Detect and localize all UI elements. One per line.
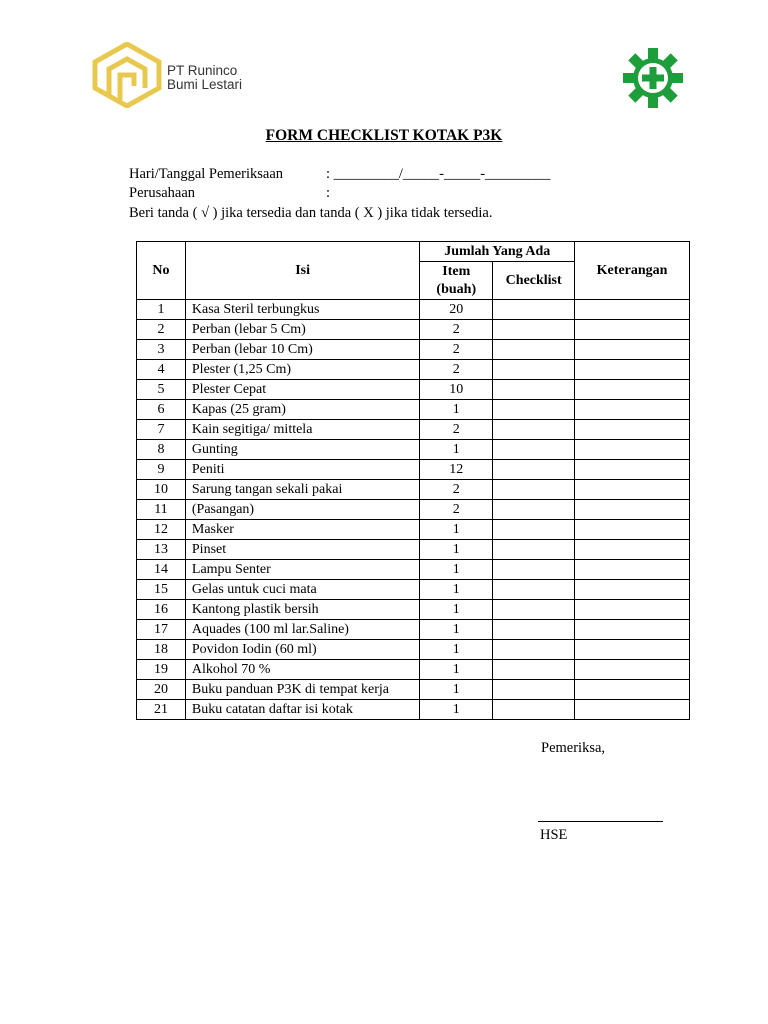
row-keterangan-cell[interactable] — [575, 520, 690, 540]
row-item-count: 2 — [420, 340, 493, 360]
row-no: 20 — [137, 680, 186, 700]
table-row — [137, 420, 690, 440]
instruction-text: Beri tanda ( √ ) jika tersedia dan tanda ( X ) jika tidak tersedia. — [129, 205, 493, 221]
table-row — [137, 360, 690, 380]
row-keterangan-cell[interactable] — [575, 620, 690, 640]
signature-line — [538, 821, 663, 822]
row-isi: Kasa Steril terbungkus — [185, 300, 419, 320]
row-checklist-cell[interactable] — [493, 700, 575, 720]
row-keterangan-cell[interactable] — [575, 300, 690, 320]
row-no: 4 — [137, 360, 186, 380]
signature-role: HSE — [540, 827, 568, 843]
row-isi: Kantong plastik bersih — [185, 600, 419, 620]
row-item-count: 1 — [420, 560, 493, 580]
header-keterangan: Keterangan — [575, 242, 690, 300]
row-keterangan-cell[interactable] — [575, 580, 690, 600]
row-checklist-cell[interactable] — [493, 440, 575, 460]
row-item-count: 1 — [420, 520, 493, 540]
row-isi: Aquades (100 ml lar.Saline) — [185, 620, 419, 640]
row-checklist-cell[interactable] — [493, 640, 575, 660]
row-isi: Peniti — [185, 460, 419, 480]
table-row — [137, 540, 690, 560]
row-no: 18 — [137, 640, 186, 660]
row-checklist-cell[interactable] — [493, 600, 575, 620]
row-isi: Povidon Iodin (60 ml) — [185, 640, 419, 660]
row-keterangan-cell[interactable] — [575, 700, 690, 720]
row-keterangan-cell[interactable] — [575, 400, 690, 420]
row-no: 3 — [137, 340, 186, 360]
row-item-count: 2 — [420, 420, 493, 440]
row-isi: Kain segitiga/ mittela — [185, 420, 419, 440]
row-no: 1 — [137, 300, 186, 320]
row-checklist-cell[interactable] — [493, 400, 575, 420]
row-isi: Lampu Senter — [185, 560, 419, 580]
row-no: 21 — [137, 700, 186, 720]
row-keterangan-cell[interactable] — [575, 640, 690, 660]
row-no: 7 — [137, 420, 186, 440]
date-label: Hari/Tanggal Pemeriksaan — [129, 166, 283, 182]
row-item-count: 1 — [420, 640, 493, 660]
header-checklist: Checklist — [493, 262, 575, 300]
row-isi: Sarung tangan sekali pakai — [185, 480, 419, 500]
row-isi: Perban (lebar 5 Cm) — [185, 320, 419, 340]
row-checklist-cell[interactable] — [493, 480, 575, 500]
row-checklist-cell[interactable] — [493, 320, 575, 340]
row-keterangan-cell[interactable] — [575, 420, 690, 440]
table-row — [137, 620, 690, 640]
table-row — [137, 580, 690, 600]
checklist-table — [136, 241, 690, 720]
row-item-count: 1 — [420, 440, 493, 460]
row-checklist-cell[interactable] — [493, 420, 575, 440]
table-row — [137, 440, 690, 460]
row-isi: Gunting — [185, 440, 419, 460]
header-no: No — [137, 242, 186, 300]
table-row — [137, 600, 690, 620]
table-row — [137, 340, 690, 360]
row-item-count: 1 — [420, 600, 493, 620]
table-row — [137, 460, 690, 480]
row-checklist-cell[interactable] — [493, 580, 575, 600]
row-item-count: 2 — [420, 360, 493, 380]
row-no: 12 — [137, 520, 186, 540]
row-keterangan-cell[interactable] — [575, 540, 690, 560]
table-row — [137, 380, 690, 400]
date-field-row — [129, 165, 550, 183]
table-row — [137, 320, 690, 340]
table-row — [137, 640, 690, 660]
row-keterangan-cell[interactable] — [575, 460, 690, 480]
row-item-count: 2 — [420, 500, 493, 520]
row-no: 5 — [137, 380, 186, 400]
table-row — [137, 680, 690, 700]
row-isi: Gelas untuk cuci mata — [185, 580, 419, 600]
row-isi: Buku catatan daftar isi kotak — [185, 700, 419, 720]
row-item-count: 1 — [420, 680, 493, 700]
table-row — [137, 660, 690, 680]
row-checklist-cell[interactable] — [493, 520, 575, 540]
row-checklist-cell[interactable] — [493, 360, 575, 380]
row-no: 10 — [137, 480, 186, 500]
row-checklist-cell[interactable] — [493, 680, 575, 700]
row-keterangan-cell[interactable] — [575, 340, 690, 360]
row-item-count: 2 — [420, 480, 493, 500]
row-keterangan-cell[interactable] — [575, 600, 690, 620]
row-no: 16 — [137, 600, 186, 620]
table-row — [137, 560, 690, 580]
row-item-count: 20 — [420, 300, 493, 320]
row-item-count: 1 — [420, 400, 493, 420]
table-row — [137, 480, 690, 500]
row-isi: Plester Cepat — [185, 380, 419, 400]
row-isi: Alkohol 70 % — [185, 660, 419, 680]
row-item-count: 1 — [420, 620, 493, 640]
company-logo-icon — [92, 42, 162, 108]
row-keterangan-cell[interactable] — [575, 380, 690, 400]
table-row — [137, 400, 690, 420]
company-field-row — [129, 184, 330, 202]
header-jumlah: Jumlah Yang Ada — [420, 242, 575, 262]
row-item-count: 1 — [420, 540, 493, 560]
row-checklist-cell[interactable] — [493, 340, 575, 360]
row-keterangan-cell[interactable] — [575, 680, 690, 700]
row-isi: Masker — [185, 520, 419, 540]
row-isi: Pinset — [185, 540, 419, 560]
date-value: : _________/_____-_____-_________ — [326, 166, 551, 182]
row-isi: Buku panduan P3K di tempat kerja — [185, 680, 419, 700]
row-checklist-cell[interactable] — [493, 540, 575, 560]
row-checklist-cell[interactable] — [493, 460, 575, 480]
row-checklist-cell[interactable] — [493, 560, 575, 580]
row-checklist-cell[interactable] — [493, 620, 575, 640]
k3-safety-gear-icon — [622, 47, 684, 109]
company-value: : — [326, 185, 331, 201]
row-keterangan-cell[interactable] — [575, 500, 690, 520]
signature-label: Pemeriksa, — [541, 740, 606, 756]
row-no: 17 — [137, 620, 186, 640]
row-item-count: 1 — [420, 700, 493, 720]
header-isi: Isi — [185, 242, 419, 300]
row-no: 19 — [137, 660, 186, 680]
row-no: 2 — [137, 320, 186, 340]
row-keterangan-cell[interactable] — [575, 360, 690, 380]
row-no: 15 — [137, 580, 186, 600]
row-checklist-cell[interactable] — [493, 500, 575, 520]
row-checklist-cell[interactable] — [493, 660, 575, 680]
header-item-label: Item — [442, 263, 471, 279]
company-name-line1: PT Runinco — [167, 63, 238, 78]
row-item-count: 1 — [420, 660, 493, 680]
row-isi: Kapas (25 gram) — [185, 400, 419, 420]
table-row — [137, 520, 690, 540]
company-name-line2: Bumi Lestari — [167, 77, 243, 92]
row-checklist-cell[interactable] — [493, 300, 575, 320]
row-no: 6 — [137, 400, 186, 420]
table-row — [137, 500, 690, 520]
row-keterangan-cell[interactable] — [575, 660, 690, 680]
row-item-count: 2 — [420, 320, 493, 340]
header-item — [420, 262, 493, 300]
row-checklist-cell[interactable] — [493, 380, 575, 400]
row-item-count: 12 — [420, 460, 493, 480]
row-no: 11 — [137, 500, 186, 520]
company-name — [167, 64, 242, 92]
row-isi: Plester (1,25 Cm) — [185, 360, 419, 380]
row-no: 8 — [137, 440, 186, 460]
row-keterangan-cell[interactable] — [575, 560, 690, 580]
table-row — [137, 300, 690, 320]
row-item-count: 10 — [420, 380, 493, 400]
form-title: FORM CHECKLIST KOTAK P3K — [265, 127, 503, 144]
row-isi: Perban (lebar 10 Cm) — [185, 340, 419, 360]
row-keterangan-cell[interactable] — [575, 440, 690, 460]
row-no: 13 — [137, 540, 186, 560]
row-item-count: 1 — [420, 580, 493, 600]
row-no: 9 — [137, 460, 186, 480]
row-keterangan-cell[interactable] — [575, 320, 690, 340]
row-no: 14 — [137, 560, 186, 580]
row-isi: (Pasangan) — [185, 500, 419, 520]
company-label: Perusahaan — [129, 185, 196, 201]
row-keterangan-cell[interactable] — [575, 480, 690, 500]
header-item-unit: (buah) — [436, 281, 477, 297]
table-row — [137, 700, 690, 720]
